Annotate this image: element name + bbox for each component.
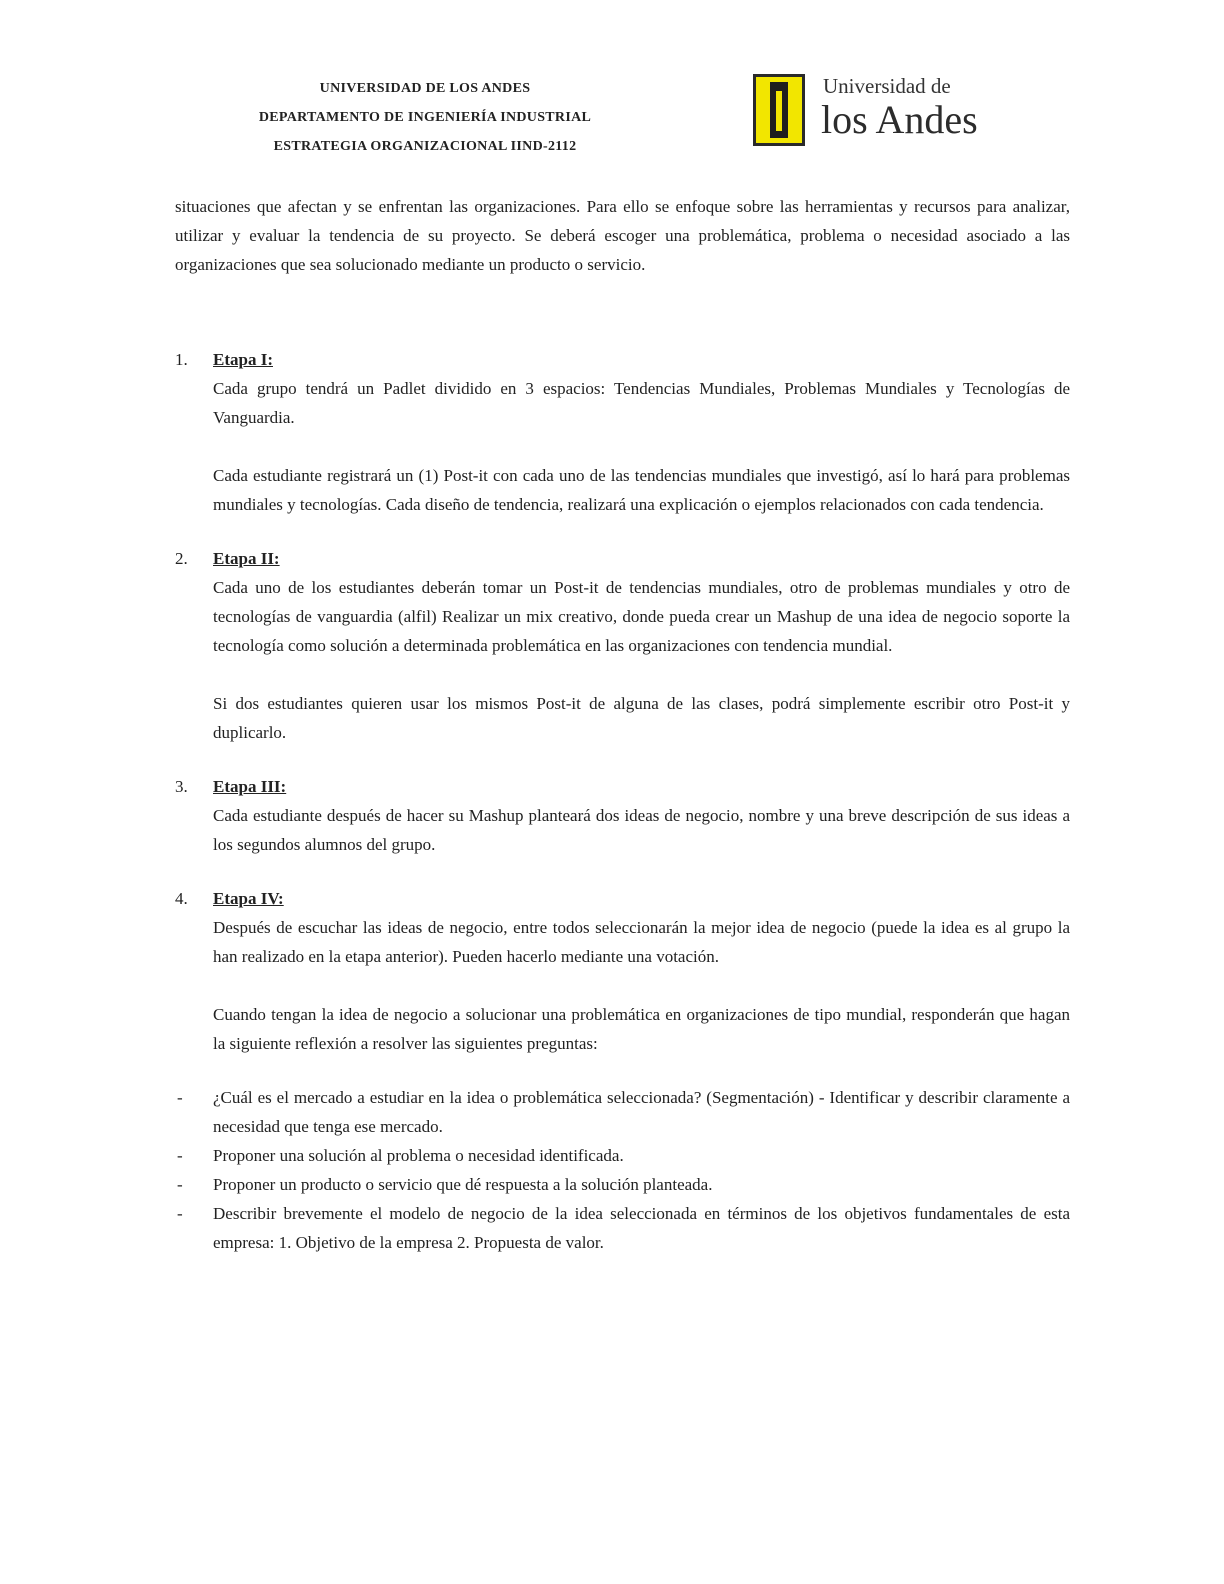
stage-number: 2. (175, 549, 188, 568)
stage-1 (175, 345, 1070, 519)
stage-number: 1. (175, 350, 188, 369)
header-line-department: DEPARTAMENTO DE INGENIERÍA INDUSTRIAL (258, 110, 592, 125)
stage-title: Etapa IV: (213, 889, 284, 908)
stage-number: 3. (175, 777, 188, 796)
document-body (175, 192, 1070, 1257)
stage-4 (175, 884, 1070, 1058)
question-item: - ¿Cuál es el mercado a estudiar en la idea o problemática seleccionada? (Segmentación) - Identificar y describir claramente a necesidad que tenga ese mercado. (175, 1083, 1070, 1141)
question-item: - Proponer un producto o servicio que dé respuesta a la solución planteada. (175, 1170, 1070, 1199)
header-line-university: UNIVERSIDAD DE LOS ANDES (319, 81, 531, 96)
stage-title: Etapa I: (213, 350, 273, 369)
stage-paragraph: Si dos estudiantes quieren usar los mismos Post-it de alguna de las clases, podrá simplemente escribir otro Post-it y duplicarlo. (213, 694, 1070, 742)
stage-paragraph: Cada uno de los estudiantes deberán tomar un Post-it de tendencias mundiales, otro de problemas mundiales y otro de tecnologías de vanguardia (alfil) Realizar un mix creativo, donde pueda crear un Mashup de una idea de negocio soporte la tecnología como solución a determinada problemática en las organizaciones con tendencia mundial. (213, 578, 1070, 655)
logo-top-text: Universidad de (823, 74, 951, 98)
institution-heading (190, 74, 660, 161)
stage-paragraph: Cada grupo tendrá un Padlet dividido en 3 espacios: Tendencias Mundiales, Problemas Mundiales y Tecnologías de Vanguardia. (213, 379, 1070, 427)
stage-2 (175, 544, 1070, 747)
logo-bottom-text: los Andes (821, 97, 978, 142)
stage-number: 4. (175, 889, 188, 908)
question-item: - Proponer una solución al problema o necesidad identificada. (175, 1141, 1070, 1170)
university-logo (753, 68, 1013, 148)
stage-3 (175, 772, 1070, 859)
stage-paragraph: Cuando tengan la idea de negocio a solucionar una problemática en organizaciones de tipo mundial, responderán que hagan la siguiente reflexión a resolver las siguientes preguntas: (213, 1005, 1070, 1053)
header-line-course: ESTRATEGIA ORGANIZACIONAL IIND-2112 (273, 139, 577, 154)
stage-paragraph: Después de escuchar las ideas de negocio, entre todos seleccionarán la mejor idea de negocio (puede la idea es al grupo la han realizado en la etapa anterior). Pueden hacerlo mediante una votación. (213, 918, 1070, 966)
intro-paragraph: situaciones que afectan y se enfrentan las organizaciones. Para ello se enfoque sobre las herramientas y recursos para analizar, utilizar y evaluar la tendencia de su proyecto. Se deberá escoger una problemática, problema o necesidad asociado a las organizaciones que sea solucionado mediante un producto o servicio. (175, 197, 1070, 274)
stage-title: Etapa II: (213, 549, 280, 568)
stage-paragraph: Cada estudiante después de hacer su Mashup planteará dos ideas de negocio, nombre y una breve descripción de sus ideas a los segundos alumnos del grupo. (213, 806, 1070, 854)
stage-paragraph: Cada estudiante registrará un (1) Post-it con cada uno de las tendencias mundiales que investigó, así lo hará para problemas mundiales y tecnologías. Cada diseño de tendencia, realizará una explicación o ejemplos relacionados con cada tendencia. (213, 466, 1070, 514)
logo-mark-icon (753, 74, 805, 146)
question-item: - Describir brevemente el modelo de negocio de la idea seleccionada en términos de los objetivos fundamentales de esta empresa: 1. Objetivo de la empresa 2. Propuesta de valor. (175, 1199, 1070, 1257)
stage-title: Etapa III: (213, 777, 287, 796)
document-header (150, 68, 1050, 164)
question-list (175, 1083, 1070, 1257)
